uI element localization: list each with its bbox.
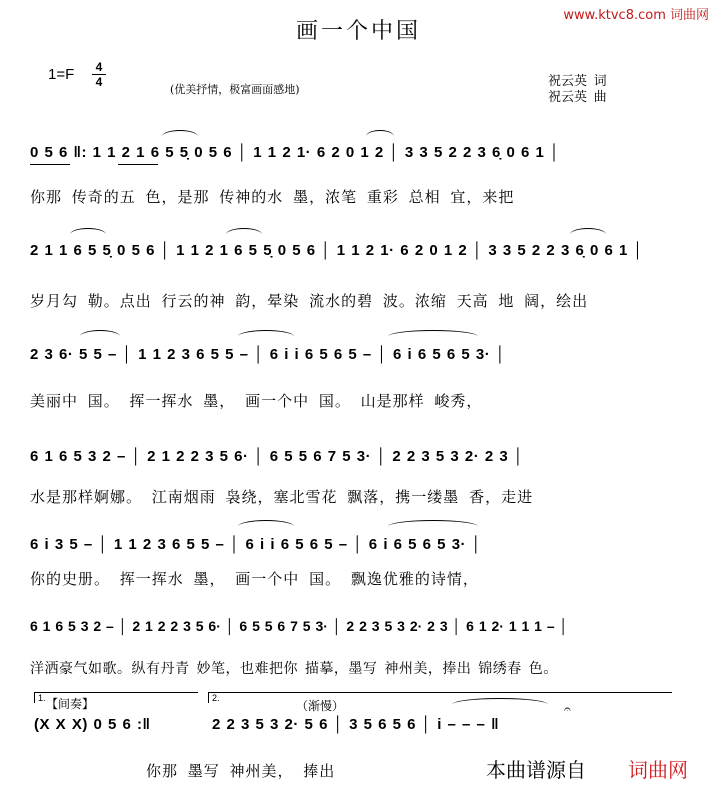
- composer-credit: [548, 86, 609, 105]
- notation-line-2: 2 1 1 6 5 5̣ 0 5 6 │ 1 1 2 1 6 5 5̣ 0 5 6 │ 1 1 2 1· 6 2 0 1 2 │ 3 3 5 2 2 3 6̣ 0 6 1 │: [30, 242, 644, 259]
- tempo-change-marking: （渐慢）: [296, 699, 345, 713]
- notation-line-6: 6 1 6 5 3 2 – │ 2 1 2 2 3 5 6· │ 6 5 5 6 7 5 3· │ 2 2 3 5 3 2· 2 3 │ 6 1 2· 1 1 1 – │: [30, 618, 569, 634]
- lyrics-ending: 你那 墨写 神州美， 捧出: [146, 762, 336, 780]
- lyrics-line-3: 美丽中 国。 挥一挥水 墨， 画一个中 国。 山是那样 峻秀，: [30, 392, 483, 410]
- second-ending-notation: 2 2 3 5 3 2· 5 6 │ 3 5 6 5 6 │ i – – – ‖: [212, 716, 500, 733]
- volta-second-ending: [208, 692, 672, 703]
- lyrics-line-6: 洋洒豪气如歌。纵有丹青 妙笔，也难把你 描摹，墨写 神州美，捧出 锦绣春 色。: [30, 661, 558, 677]
- slur: [80, 330, 120, 343]
- first-ending-notation: (X X X) 0 5 6 :‖: [34, 716, 151, 733]
- slur: [238, 520, 294, 533]
- volta-1-label: 1.: [38, 693, 46, 703]
- lyricist-name: 祝云英: [548, 74, 588, 89]
- notation-line-4: 6 1 6 5 3 2 – │ 2 1 2 2 3 5 6· │ 6 5 5 6 7 5 3· │ 2 2 3 5 3 2· 2 3 │: [30, 448, 524, 465]
- slur: [388, 520, 478, 533]
- score-system-2: [30, 234, 674, 278]
- time-signature-numerator: 4: [95, 60, 103, 74]
- composer-role: 曲: [593, 90, 607, 105]
- source-attribution: 本曲谱源自: [486, 758, 586, 782]
- lyrics-line-2: 岁月勾 勒。点出 行云的神 韵，晕染 流水的碧 波。浓缩 天高 地 阔，绘出: [30, 292, 589, 310]
- expression-marking: (优美抒情，极富画面感地): [170, 83, 300, 96]
- notation-line-3: 2 3 6· 5 5 – │ 1 1 2 3 6 5 5 – │ 6 i i 6 5 6 5 – │ 6 i 6 5 6 5 3· │: [30, 346, 506, 363]
- score-system-4: [30, 440, 674, 484]
- composer-name: 祝云英: [548, 90, 588, 105]
- time-signature: [92, 61, 106, 88]
- time-signature-denominator: 4: [95, 75, 103, 89]
- score-system-1: [30, 136, 674, 180]
- slur: [570, 228, 606, 241]
- score-system-6: [30, 610, 674, 654]
- lyrics-line-4: 水是那样婀娜。 江南烟雨 袅绕，塞北雪花 飘落，携一缕墨 香，走进: [30, 488, 534, 506]
- lyrics-line-5: 你的史册。 挥一挥水 墨， 画一个中 国。 飘逸优雅的诗情，: [30, 570, 479, 588]
- ending-first-notes: [34, 708, 210, 752]
- fermata-icon: 𝄐: [564, 702, 571, 716]
- slur: [70, 228, 106, 241]
- notation-line-5: 6 i 3 5 – │ 1 1 2 3 6 5 5 – │ 6 i i 6 5 6 5 – │ 6 i 6 5 6 5 3· │: [30, 536, 482, 553]
- slur: [162, 130, 198, 143]
- lyricist-role: 词: [593, 74, 607, 89]
- score-system-5: [30, 528, 674, 572]
- interlude-marking: 【间奏】: [46, 697, 95, 711]
- site-logo-text: 词曲网: [628, 758, 688, 782]
- score-system-3: [30, 338, 674, 382]
- slur: [238, 330, 294, 343]
- slur: [226, 228, 262, 241]
- volta-2-label: 2.: [212, 693, 220, 703]
- slur: [366, 130, 394, 143]
- page-title: 画一个中国: [295, 19, 421, 44]
- notation-line-1: 0 5 6 ‖: 1 1 2 1 6 5 5̣ 0 5 6 │ 1 1 2 1· 6 2 0 1 2 │ 3 3 5 2 2 3 6̣ 0 6 1 │: [30, 144, 560, 161]
- slur: [388, 330, 478, 343]
- lyrics-line-1: 你那 传奇的五 色，是那 传神的水 墨，浓笔 重彩 总相 宜，来把: [30, 188, 515, 206]
- watermark-url: www.ktvc8.com 词曲网: [563, 8, 709, 23]
- slur: [452, 698, 548, 711]
- key-signature: 1=F: [48, 66, 75, 83]
